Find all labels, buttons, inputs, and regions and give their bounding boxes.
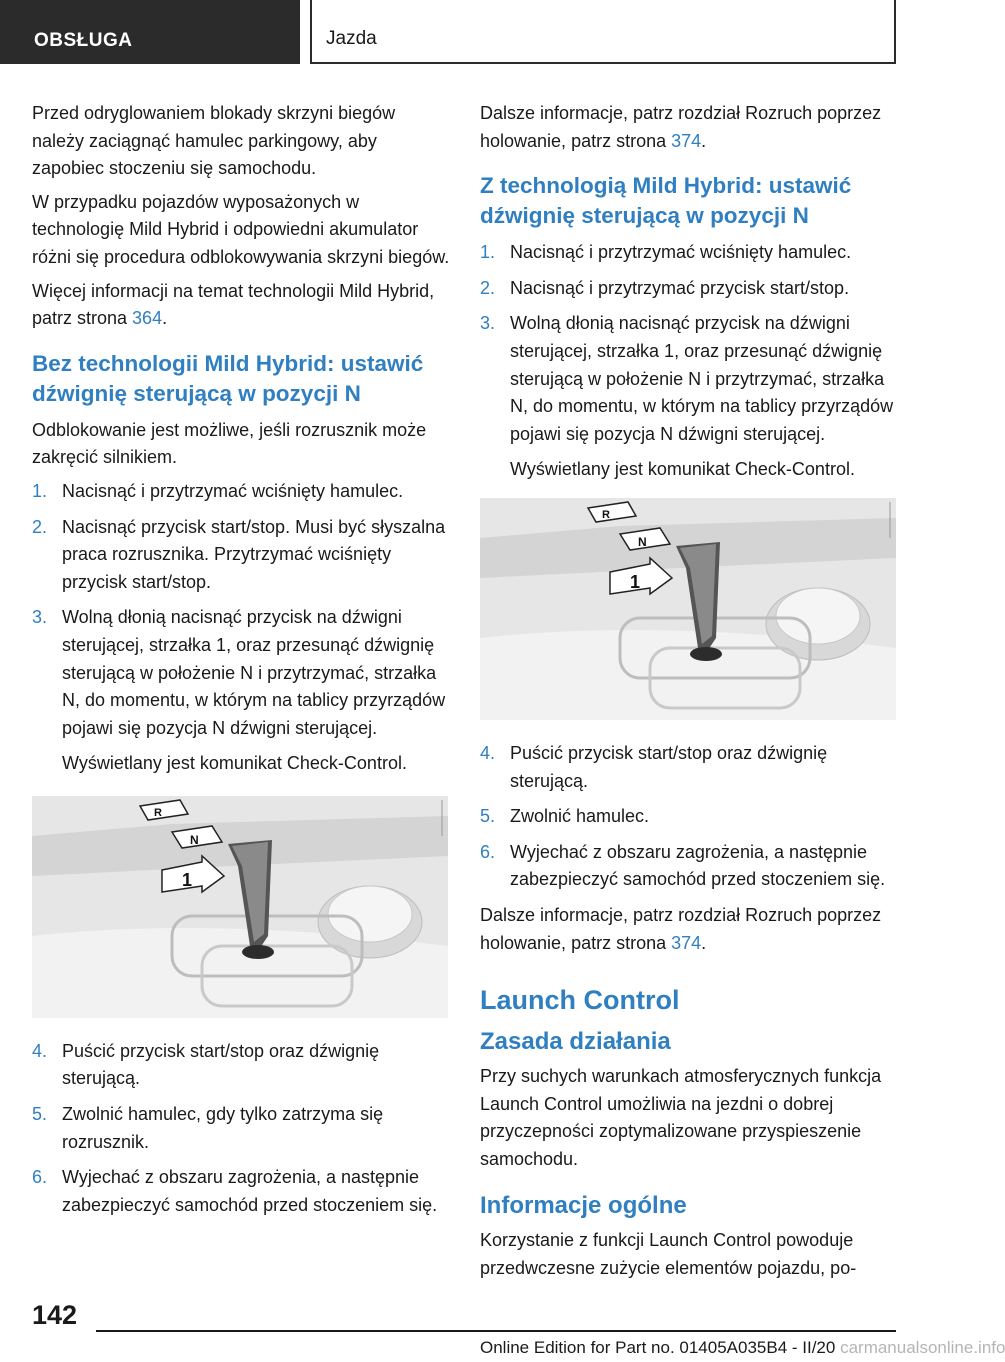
footer-edition: Online Edition for Part no. 01405A035B4 - II/20 carmanualsonline.info [480, 1338, 1005, 1357]
paragraph-more-info: Więcej informacji na temat technologii Mild Hybrid, patrz strona 364. [32, 280, 435, 329]
list-item: 1. Nacisnąć i przytrzymać wciśnięty hamulec. [32, 480, 404, 501]
footer-divider [96, 1330, 896, 1332]
steps-list-left-b [32, 1038, 452, 1220]
page-link-374[interactable]: 374 [671, 932, 702, 953]
arrow-n-label: N [190, 832, 199, 847]
arrow-r-label: R [154, 806, 162, 819]
paragraph-general-info: Korzystanie z funkcji Launch Control powoduje przedwczesne zużycie elementów pojazdu, po- [480, 1230, 857, 1279]
heading-without-mild-hybrid: Bez technologii Mild Hybrid: ustawić dźwignię sterującą w pozycji N [32, 350, 424, 406]
list-item: 5. Zwolnić hamulec, gdy tylko zatrzyma się rozrusznik. [32, 1104, 384, 1152]
list-item: 6. Wyjechać z obszaru zagrożenia, a następnie zabezpieczyć samochód przed stoczeniem się. [480, 841, 886, 890]
list-item: 4. Puścić przycisk start/stop oraz dźwignię sterującą. [480, 742, 828, 791]
gear-lever-drawing [480, 498, 896, 720]
heading-principle: Zasada działania [480, 1028, 671, 1056]
list-item: 3. Wolną dłonią nacisnąć przycisk na dźwigni sterującej, strzałka 1, oraz przesunąć dźwignię sterującą w położenie N i przytrzymać, strzałka N, do momentu, w którym na tablicy przyrządów pojawi się pozycja N dźwigni sterującej. Wyświetlany jest komunikat Check-Control. [32, 604, 452, 778]
paragraph-unlock-possible: Odblokowanie jest możliwe, jeśli rozrusznik może zakręcić silnikiem. [32, 419, 427, 468]
paragraph-tow-start-2: Dalsze informacje, patrz rozdział Rozruch poprzez holowanie, patrz strona 374. [480, 904, 882, 953]
list-item: 1. Nacisnąć i przytrzymać wciśnięty hamulec. [480, 242, 852, 263]
steps-list-left-a [32, 478, 452, 778]
arrow-r-label: R [602, 508, 610, 521]
list-item: 2. Nacisnąć przycisk start/stop. Musi być słyszalna praca rozrusznika. Przytrzymać wciśnięty przycisk start/stop. [32, 516, 446, 592]
paragraph-tow-start: Dalsze informacje, patrz rozdział Rozruch poprzez holowanie, patrz strona 374. [480, 103, 882, 151]
page-link-364[interactable]: 364 [132, 308, 163, 329]
gear-lever-drawing [32, 796, 448, 1018]
arrow-1-label: 1 [630, 571, 641, 592]
section-label: OBSŁUGA [34, 30, 133, 51]
steps-list-right-a [480, 239, 900, 484]
chapter-label: Jazda [326, 28, 377, 49]
list-item: 5. Zwolnić hamulec. [480, 806, 650, 827]
list-item: 6. Wyjechać z obszaru zagrożenia, a następnie zabezpieczyć samochód przed stoczeniem się. [32, 1167, 438, 1215]
list-item: 4. Puścić przycisk start/stop oraz dźwignię sterującą. [32, 1040, 380, 1089]
steps-list-right-b [480, 740, 900, 894]
paragraph-principle: Przy suchych warunkach atmosferycznych funkcja Launch Control umożliwia na jezdni o dobrej przyczepności zoptymalizowane przyspieszenie samochodu. [480, 1066, 882, 1169]
list-item: 3. Wolną dłonią nacisnąć przycisk na dźwigni sterującej, strzałka 1, oraz przesunąć dźwignię sterującą w położenie N i przytrzymać, strzałka N, do momentu, w którym na tablicy przyrządów pojawi się pozycja N dźwigni sterującej. Wyświetlany jest komunikat Check-Control. [480, 310, 900, 484]
heading-general-info: Informacje ogólne [480, 1192, 687, 1220]
watermark: carmanualsonline.info [840, 1338, 1005, 1357]
chapter-tab [310, 0, 896, 64]
gear-lever-illustration [32, 796, 448, 1018]
arrow-1-label: 1 [182, 869, 193, 890]
paragraph-mild-hybrid: W przypadku pojazdów wyposażonych w technologię Mild Hybrid i odpowiedni akumulator różni się procedura odblokowywania skrzyni biegów. [32, 191, 450, 267]
heading-with-mild-hybrid: Z technologią Mild Hybrid: ustawić dźwignię sterującą w pozycji N [480, 173, 852, 229]
heading-launch-control: Launch Control [480, 985, 680, 1016]
paragraph-parking-brake: Przed odryglowaniem blokady skrzyni biegów należy zaciągnąć hamulec parkingowy, aby zapobiec stoczeniu się samochodu. [32, 103, 396, 179]
page-number: 142 [32, 1300, 78, 1330]
left-column [32, 100, 452, 1227]
section-tab [0, 0, 300, 64]
step-note: Wyświetlany jest komunikat Check-Control. [510, 459, 855, 480]
list-item: 2. Nacisnąć i przytrzymać przycisk start/stop. [480, 277, 850, 298]
right-column [480, 100, 900, 1289]
step-note: Wyświetlany jest komunikat Check-Control. [62, 753, 407, 774]
arrow-n-label: N [638, 534, 647, 549]
gear-lever-illustration [480, 498, 896, 720]
page-link-374[interactable]: 374 [671, 130, 702, 151]
